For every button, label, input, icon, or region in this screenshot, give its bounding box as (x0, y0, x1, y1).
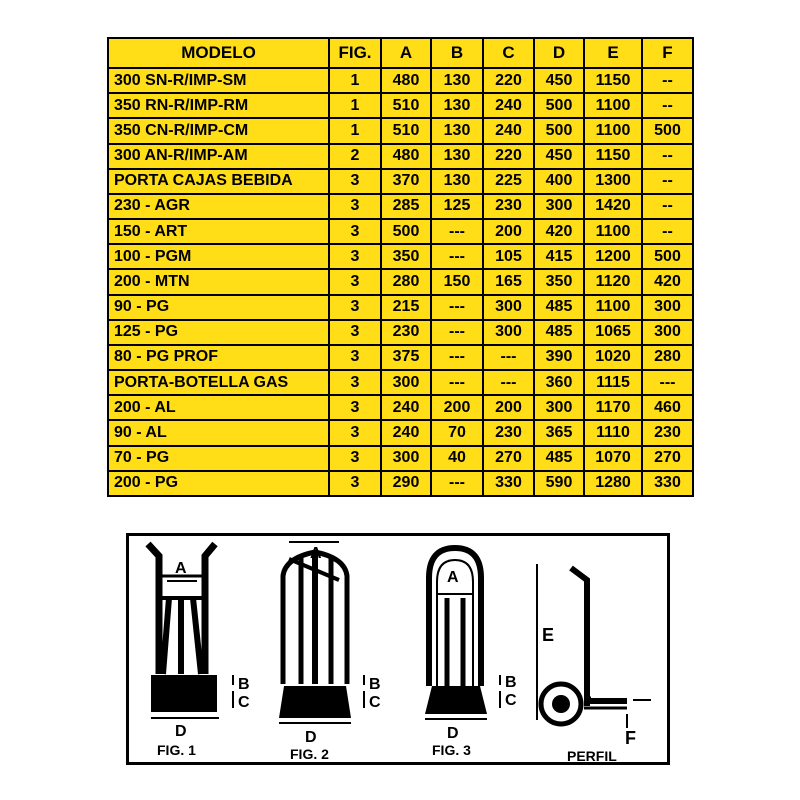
cell-model: 70 - PG (108, 446, 329, 471)
cell-model: PORTA CAJAS BEBIDA (108, 169, 329, 194)
fig2-label-c: C (369, 694, 381, 711)
profile-label-e: E (542, 625, 555, 645)
diagram-drawing (129, 536, 667, 762)
cell-fig: 3 (329, 194, 381, 219)
cell-model: 150 - ART (108, 219, 329, 244)
header-fig: FIG. (329, 38, 381, 68)
table-row (108, 194, 693, 219)
fig1-label-c: C (238, 694, 250, 711)
cell-d: 420 (534, 219, 584, 244)
cell-d: 350 (534, 269, 584, 294)
fig2-label-a: A (310, 545, 322, 562)
cell-a: 480 (381, 68, 431, 93)
cell-f: 500 (642, 244, 693, 269)
cell-c: 220 (483, 144, 534, 169)
cell-a: 240 (381, 420, 431, 445)
cell-a: 300 (381, 370, 431, 395)
cell-f: 460 (642, 395, 693, 420)
fig1-label-b: B (238, 676, 250, 693)
cell-f: -- (642, 93, 693, 118)
cell-d: 415 (534, 244, 584, 269)
table-row (108, 370, 693, 395)
cell-b: --- (431, 295, 483, 320)
fig2-base (279, 686, 351, 718)
cell-f: 500 (642, 118, 693, 143)
cell-fig: 1 (329, 68, 381, 93)
cell-b: --- (431, 244, 483, 269)
cell-fig: 3 (329, 244, 381, 269)
cell-e: 1150 (584, 68, 642, 93)
cell-d: 365 (534, 420, 584, 445)
cell-a: 280 (381, 269, 431, 294)
cell-b: 150 (431, 269, 483, 294)
cell-c: 230 (483, 194, 534, 219)
cell-fig: 3 (329, 370, 381, 395)
cell-e: 1100 (584, 219, 642, 244)
cell-d: 500 (534, 93, 584, 118)
table-row (108, 144, 693, 169)
cell-b: --- (431, 370, 483, 395)
cell-e: 1200 (584, 244, 642, 269)
cell-a: 370 (381, 169, 431, 194)
cell-f: 230 (642, 420, 693, 445)
fig1-base (151, 675, 217, 712)
cell-d: 500 (534, 118, 584, 143)
fig3-base (425, 686, 487, 714)
cell-a: 290 (381, 471, 431, 496)
cell-e: 1420 (584, 194, 642, 219)
cell-c: 300 (483, 295, 534, 320)
cell-f: --- (642, 370, 693, 395)
header-b: B (431, 38, 483, 68)
cell-e: 1065 (584, 320, 642, 345)
cell-model: 230 - AGR (108, 194, 329, 219)
cell-e: 1100 (584, 93, 642, 118)
cell-b: --- (431, 471, 483, 496)
table-row (108, 219, 693, 244)
table-row (108, 68, 693, 93)
cell-b: --- (431, 219, 483, 244)
cell-d: 400 (534, 169, 584, 194)
cell-model: 90 - AL (108, 420, 329, 445)
cell-d: 300 (534, 194, 584, 219)
cell-a: 480 (381, 144, 431, 169)
cell-model: 350 CN-R/IMP-CM (108, 118, 329, 143)
cell-b: 70 (431, 420, 483, 445)
fig3-label-c: C (505, 692, 517, 709)
cell-model: 350 RN-R/IMP-RM (108, 93, 329, 118)
cell-c: 200 (483, 395, 534, 420)
cell-f: 270 (642, 446, 693, 471)
table-row (108, 269, 693, 294)
cell-f: -- (642, 169, 693, 194)
profile-caption: PERFIL (567, 748, 617, 762)
cell-f: 300 (642, 295, 693, 320)
cell-a: 510 (381, 93, 431, 118)
cell-f: -- (642, 219, 693, 244)
table-row (108, 295, 693, 320)
fig1-caption: FIG. 1 (157, 742, 196, 758)
cell-model: 200 - AL (108, 395, 329, 420)
cell-b: 130 (431, 118, 483, 143)
cell-e: 1280 (584, 471, 642, 496)
cell-a: 285 (381, 194, 431, 219)
cell-model: 100 - PGM (108, 244, 329, 269)
table-row (108, 471, 693, 496)
cell-d: 485 (534, 446, 584, 471)
cell-c: 200 (483, 219, 534, 244)
fig2-label-d: D (305, 729, 317, 746)
cell-f: -- (642, 144, 693, 169)
cell-c: 330 (483, 471, 534, 496)
cell-d: 485 (534, 320, 584, 345)
cell-f: 300 (642, 320, 693, 345)
cell-fig: 2 (329, 144, 381, 169)
cell-c: 165 (483, 269, 534, 294)
cell-a: 240 (381, 395, 431, 420)
cell-a: 375 (381, 345, 431, 370)
cell-c: 230 (483, 420, 534, 445)
cell-c: 240 (483, 93, 534, 118)
cell-b: 40 (431, 446, 483, 471)
cell-b: 125 (431, 194, 483, 219)
cell-a: 215 (381, 295, 431, 320)
cell-d: 390 (534, 345, 584, 370)
header-d: D (534, 38, 584, 68)
cell-a: 500 (381, 219, 431, 244)
table-row (108, 420, 693, 445)
cell-model: 300 SN-R/IMP-SM (108, 68, 329, 93)
cell-e: 1300 (584, 169, 642, 194)
cell-fig: 3 (329, 446, 381, 471)
cell-c: --- (483, 345, 534, 370)
cell-d: 450 (534, 144, 584, 169)
cell-a: 230 (381, 320, 431, 345)
table-header-row (108, 38, 693, 68)
fig2-caption: FIG. 2 (290, 746, 329, 762)
diagram-panel (126, 533, 670, 765)
cell-a: 510 (381, 118, 431, 143)
cell-fig: 1 (329, 93, 381, 118)
cell-b: 130 (431, 68, 483, 93)
fig1-label-d: D (175, 723, 187, 740)
cell-f: 280 (642, 345, 693, 370)
cell-d: 300 (534, 395, 584, 420)
cell-b: 200 (431, 395, 483, 420)
profile-side-view (537, 564, 651, 728)
table-row (108, 395, 693, 420)
cell-a: 300 (381, 446, 431, 471)
header-c: C (483, 38, 534, 68)
table-row (108, 345, 693, 370)
cell-model: 300 AN-R/IMP-AM (108, 144, 329, 169)
cell-fig: 3 (329, 295, 381, 320)
cell-fig: 3 (329, 420, 381, 445)
cell-c: 225 (483, 169, 534, 194)
cell-f: -- (642, 194, 693, 219)
cell-b: 130 (431, 169, 483, 194)
cell-fig: 3 (329, 169, 381, 194)
cell-e: 1120 (584, 269, 642, 294)
cell-e: 1070 (584, 446, 642, 471)
dimensions-table (107, 37, 694, 497)
cell-e: 1115 (584, 370, 642, 395)
cell-model: 200 - PG (108, 471, 329, 496)
header-e: E (584, 38, 642, 68)
cell-e: 1110 (584, 420, 642, 445)
table-row (108, 169, 693, 194)
cell-fig: 1 (329, 118, 381, 143)
table-row (108, 446, 693, 471)
cell-c: 270 (483, 446, 534, 471)
fig3-label-d: D (447, 725, 459, 742)
cell-model: 200 - MTN (108, 269, 329, 294)
table-row (108, 93, 693, 118)
profile-label-f: F (625, 728, 636, 748)
header-a: A (381, 38, 431, 68)
cell-model: 90 - PG (108, 295, 329, 320)
cell-model: 125 - PG (108, 320, 329, 345)
cell-c: --- (483, 370, 534, 395)
cell-e: 1150 (584, 144, 642, 169)
cell-b: --- (431, 345, 483, 370)
cell-c: 300 (483, 320, 534, 345)
header-f: F (642, 38, 693, 68)
cell-a: 350 (381, 244, 431, 269)
cell-b: 130 (431, 144, 483, 169)
cell-fig: 3 (329, 345, 381, 370)
cell-e: 1170 (584, 395, 642, 420)
cell-f: -- (642, 68, 693, 93)
fig2-label-b: B (369, 676, 381, 693)
cell-fig: 3 (329, 320, 381, 345)
table-row (108, 118, 693, 143)
fig2-gas-bottle-truck (283, 542, 347, 684)
cell-d: 360 (534, 370, 584, 395)
cell-b: 130 (431, 93, 483, 118)
cell-e: 1100 (584, 118, 642, 143)
fig3-label-a: A (447, 569, 459, 586)
cell-d: 450 (534, 68, 584, 93)
fig3-label-b: B (505, 674, 517, 691)
fig3-caption: FIG. 3 (432, 742, 471, 758)
cell-f: 330 (642, 471, 693, 496)
cell-b: --- (431, 320, 483, 345)
cell-f: 420 (642, 269, 693, 294)
cell-model: 80 - PG PROF (108, 345, 329, 370)
cell-d: 485 (534, 295, 584, 320)
fig1-label-a: A (175, 560, 187, 577)
cell-model: PORTA-BOTELLA GAS (108, 370, 329, 395)
cell-c: 220 (483, 68, 534, 93)
cell-c: 105 (483, 244, 534, 269)
cell-c: 240 (483, 118, 534, 143)
cell-fig: 3 (329, 269, 381, 294)
cell-d: 590 (534, 471, 584, 496)
table-row (108, 244, 693, 269)
cell-e: 1100 (584, 295, 642, 320)
cell-e: 1020 (584, 345, 642, 370)
cell-fig: 3 (329, 471, 381, 496)
table-row (108, 320, 693, 345)
cell-fig: 3 (329, 395, 381, 420)
header-model: MODELO (108, 38, 329, 68)
cell-fig: 3 (329, 219, 381, 244)
